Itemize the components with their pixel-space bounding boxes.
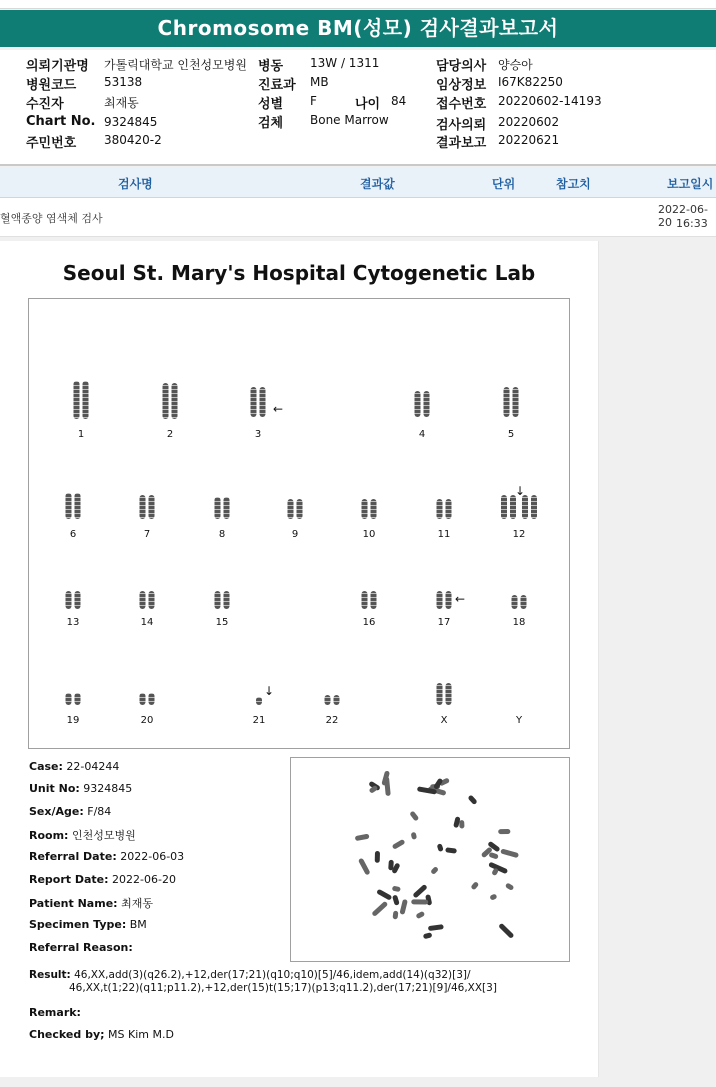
chromatid bbox=[75, 591, 81, 609]
info-value: 9324845 bbox=[104, 115, 158, 129]
chromosome-6 bbox=[66, 493, 81, 519]
chromosome-label: 21 bbox=[252, 715, 266, 726]
chromatid bbox=[149, 495, 155, 519]
metaphase-chromosome bbox=[423, 932, 433, 939]
chromosome-X bbox=[437, 683, 452, 705]
chromosome-1 bbox=[74, 381, 89, 419]
chromatid bbox=[260, 387, 266, 417]
col-header-ref[interactable]: 참고치 bbox=[556, 177, 591, 191]
metaphase-chromosome bbox=[411, 832, 418, 840]
remark: Remark: bbox=[29, 1006, 81, 1019]
metaphase-chromosome bbox=[467, 794, 477, 805]
chromatid bbox=[140, 693, 146, 705]
chromatid bbox=[437, 683, 443, 705]
chromatid bbox=[83, 381, 89, 419]
meta-room: Room: 인천성모병원 bbox=[29, 829, 136, 842]
karyotype-report bbox=[0, 241, 599, 1077]
chromosome-5 bbox=[504, 387, 519, 417]
chromatid bbox=[522, 495, 528, 519]
metaphase-chromosome bbox=[498, 923, 514, 939]
chromosome-label: 4 bbox=[418, 429, 426, 440]
info-value: 최재동 bbox=[104, 96, 139, 110]
metaphase-chromosome bbox=[489, 893, 497, 900]
checked-by: Checked by; MS Kim M.D bbox=[29, 1028, 174, 1041]
chromosome-22 bbox=[325, 695, 340, 705]
meta-referral-date: Referral Date: 2022-06-03 bbox=[29, 850, 185, 863]
chromatid bbox=[521, 595, 527, 609]
chromatid bbox=[140, 591, 146, 609]
metaphase-chromosome bbox=[371, 901, 388, 917]
chromosome-label: 16 bbox=[362, 617, 376, 628]
metaphase-chromosome bbox=[399, 899, 407, 915]
meta-unit: Unit No: 9324845 bbox=[29, 782, 133, 795]
chromatid bbox=[66, 693, 72, 705]
chromosome-label: 20 bbox=[140, 715, 154, 726]
metaphase-chromosome bbox=[488, 852, 498, 860]
metaphase-chromosome bbox=[409, 810, 419, 821]
result-block bbox=[29, 969, 589, 995]
col-header-unit[interactable]: 단위 bbox=[492, 177, 516, 191]
info-label: 임상정보 bbox=[436, 78, 487, 93]
chromatid bbox=[75, 493, 81, 519]
metaphase-chromosome bbox=[505, 882, 515, 891]
info-value: 20220602 bbox=[498, 115, 560, 129]
lab-title: Seoul St. Mary's Hospital Cytogenetic Lab bbox=[62, 261, 536, 285]
info-value: 양승아 bbox=[498, 58, 533, 72]
chromosome-7 bbox=[140, 495, 155, 519]
metaphase-svg bbox=[291, 758, 569, 961]
result-line2: 46,XX,t(1;22)(q11;p11.2),+12,der(15)t(15;17)(p13;q11.2),der(17;21)[9]/46,XX[3] bbox=[69, 982, 497, 994]
chromatid bbox=[334, 695, 340, 705]
chromatid bbox=[362, 499, 368, 519]
abnormality-arrow-icon: ← bbox=[455, 592, 466, 606]
metaphase-chromosome bbox=[392, 839, 406, 850]
metaphase-chromosome bbox=[376, 889, 392, 901]
chromatid bbox=[531, 495, 537, 519]
chromosome-label: 12 bbox=[512, 529, 526, 540]
result-line1: 46,XX,add(3)(q26.2),+12,der(17;21)(q10;q10)[5]/46,idem,add(14)(q32)[3]/ bbox=[74, 969, 471, 981]
col-header-result[interactable]: 결과값 bbox=[360, 177, 395, 191]
top-strip bbox=[0, 0, 716, 9]
chromosome-label: X bbox=[440, 715, 448, 726]
chromosome-label: 10 bbox=[362, 529, 376, 540]
chromatid bbox=[325, 695, 331, 705]
chromatid bbox=[163, 383, 169, 419]
info-label: 담당의사 bbox=[436, 59, 487, 74]
meta-specimen: Specimen Type: BM bbox=[29, 918, 147, 931]
info-value: 20220621 bbox=[498, 133, 560, 147]
chromatid bbox=[140, 495, 146, 519]
chromosome-19 bbox=[66, 693, 81, 705]
info-label: 결과보고 bbox=[436, 136, 487, 151]
chromatid bbox=[362, 591, 368, 609]
info-label: 검사의뢰 bbox=[436, 118, 487, 133]
chromatid bbox=[446, 591, 452, 609]
chromosome-9 bbox=[288, 499, 303, 519]
info-label: 수진자 bbox=[26, 97, 64, 112]
age-label: 나이 bbox=[355, 97, 381, 112]
info-label: 병원코드 bbox=[26, 78, 77, 93]
info-label: 성별 bbox=[258, 97, 284, 112]
metaphase-image bbox=[290, 757, 570, 962]
chromosome-3 bbox=[251, 387, 266, 417]
metaphase-chromosome bbox=[498, 829, 510, 834]
chromosome-label: 22 bbox=[325, 715, 339, 726]
chromatid bbox=[288, 499, 294, 519]
chromatid bbox=[512, 595, 518, 609]
chromosome-label: 1 bbox=[77, 429, 85, 440]
chromatid bbox=[251, 387, 257, 417]
chromosome-label: 5 bbox=[507, 429, 515, 440]
info-label: 접수번호 bbox=[436, 97, 487, 112]
report-date: 2022-06-20 bbox=[658, 203, 708, 229]
chromosome-2 bbox=[163, 383, 178, 419]
age-value: 84 bbox=[391, 94, 407, 108]
info-label: 병동 bbox=[258, 59, 284, 74]
chromatid bbox=[75, 693, 81, 705]
chromatid bbox=[215, 591, 221, 609]
info-value: 가톨릭대학교 인천성모병원 bbox=[104, 58, 247, 72]
chromosome-21 bbox=[256, 697, 262, 705]
chromatid bbox=[371, 499, 377, 519]
metaphase-chromosome bbox=[437, 843, 444, 852]
chromosome-15 bbox=[215, 591, 230, 609]
col-header-date[interactable]: 보고일시 bbox=[667, 177, 714, 191]
meta-referral-reason: Referral Reason: bbox=[29, 941, 133, 954]
info-value: 380420-2 bbox=[104, 133, 162, 147]
chromatid bbox=[513, 387, 519, 417]
metaphase-chromosome bbox=[488, 862, 508, 875]
patient-info bbox=[0, 50, 716, 164]
page-title: Chromosome BM(성모) 검사결과보고서 bbox=[0, 10, 716, 47]
chromosome-16 bbox=[362, 591, 377, 609]
info-value: Bone Marrow bbox=[310, 113, 389, 127]
chromosome-18 bbox=[512, 595, 527, 609]
chromosome-label: Y bbox=[515, 715, 523, 726]
karyogram-svg bbox=[29, 299, 569, 748]
info-label: 진료과 bbox=[258, 78, 296, 93]
chromatid bbox=[371, 591, 377, 609]
chromatid bbox=[256, 697, 262, 705]
metaphase-chromosome bbox=[415, 911, 425, 919]
abnormality-arrow-icon: ↓ bbox=[264, 684, 275, 698]
chromatid bbox=[437, 591, 443, 609]
chromosome-10 bbox=[362, 499, 377, 519]
metaphase-chromosome bbox=[470, 881, 479, 890]
chromosome-label: 3 bbox=[254, 429, 262, 440]
chromosome-label: 6 bbox=[69, 529, 77, 540]
chromosome-12 bbox=[501, 495, 537, 519]
info-value: 20220602-14193 bbox=[498, 94, 602, 108]
info-value: MB bbox=[310, 75, 329, 89]
info-label: 주민번호 bbox=[26, 136, 77, 151]
metaphase-chromosome bbox=[500, 848, 519, 858]
metaphase-chromosome bbox=[412, 884, 427, 899]
meta-sex-age: Sex/Age: F/84 bbox=[29, 805, 112, 818]
metaphase-chromosome bbox=[392, 894, 400, 905]
info-value: 53138 bbox=[104, 75, 143, 89]
meta-case: Case: 22-04244 bbox=[29, 760, 120, 773]
chromosome-8 bbox=[215, 497, 230, 519]
metaphase-chromosome bbox=[428, 924, 444, 931]
metaphase-chromosome bbox=[445, 847, 457, 853]
metaphase-chromosome bbox=[375, 851, 380, 863]
info-value: I67K82250 bbox=[498, 75, 563, 89]
chromatid bbox=[504, 387, 510, 417]
divider bbox=[0, 164, 716, 166]
chromatid bbox=[224, 497, 230, 519]
report-time: 16:33 bbox=[676, 217, 708, 230]
chromatid bbox=[74, 381, 80, 419]
metaphase-chromosome bbox=[459, 820, 464, 829]
chromosome-4 bbox=[415, 391, 430, 417]
chromosome-label: 8 bbox=[218, 529, 226, 540]
chromatid bbox=[437, 499, 443, 519]
info-value: 13W / 1311 bbox=[310, 56, 380, 70]
chromosome-label: 17 bbox=[437, 617, 451, 628]
metaphase-chromosome bbox=[411, 899, 428, 904]
metaphase-chromosome bbox=[430, 866, 439, 875]
chromosome-label: 19 bbox=[66, 715, 80, 726]
chromatid bbox=[66, 493, 72, 519]
info-value: F bbox=[310, 94, 317, 108]
chromosome-20 bbox=[140, 693, 155, 705]
chromatid bbox=[297, 499, 303, 519]
meta-patient-name: Patient Name: 최재동 bbox=[29, 897, 153, 910]
meta-report-date: Report Date: 2022-06-20 bbox=[29, 873, 176, 886]
karyogram bbox=[28, 298, 570, 749]
chromatid bbox=[149, 591, 155, 609]
chromatid bbox=[172, 383, 178, 419]
table-row[interactable] bbox=[0, 198, 716, 237]
chromosome-11 bbox=[437, 499, 452, 519]
chromosome-label: 14 bbox=[140, 617, 154, 628]
chromatid bbox=[424, 391, 430, 417]
chromosome-14 bbox=[140, 591, 155, 609]
chromosome-label: 2 bbox=[166, 429, 174, 440]
chromatid bbox=[510, 495, 516, 519]
chromosome-17 bbox=[437, 591, 452, 609]
chromosome-13 bbox=[66, 591, 81, 609]
chromatid bbox=[215, 497, 221, 519]
chromatid bbox=[224, 591, 230, 609]
chromosome-label: 18 bbox=[512, 617, 526, 628]
chromosome-label: 9 bbox=[291, 529, 299, 540]
col-header-name[interactable]: 검사명 bbox=[118, 177, 153, 191]
metaphase-chromosome bbox=[392, 886, 401, 892]
info-label: 검체 bbox=[258, 116, 284, 131]
chromatid bbox=[501, 495, 507, 519]
chromosome-label: 7 bbox=[143, 529, 151, 540]
result-label: Result: bbox=[29, 969, 71, 981]
metaphase-chromosome bbox=[358, 858, 371, 876]
info-label: 의뢰기관명 bbox=[26, 59, 89, 74]
chromosome-label: 15 bbox=[215, 617, 229, 628]
chromatid bbox=[149, 693, 155, 705]
abnormality-arrow-icon: ↓ bbox=[515, 484, 526, 498]
test-name[interactable]: 혈액종양 염색체 검사 bbox=[0, 212, 103, 225]
metaphase-chromosome bbox=[355, 834, 370, 842]
chromosome-label: 13 bbox=[66, 617, 80, 628]
metaphase-chromosome bbox=[392, 911, 398, 920]
metaphase-chromosome bbox=[388, 860, 394, 871]
abnormality-arrow-icon: ← bbox=[273, 402, 284, 416]
chromatid bbox=[446, 499, 452, 519]
info-label: Chart No. bbox=[26, 114, 96, 129]
chromosome-label: 11 bbox=[437, 529, 451, 540]
results-table-header bbox=[0, 167, 716, 198]
chromatid bbox=[446, 683, 452, 705]
chromatid bbox=[415, 391, 421, 417]
chromatid bbox=[66, 591, 72, 609]
